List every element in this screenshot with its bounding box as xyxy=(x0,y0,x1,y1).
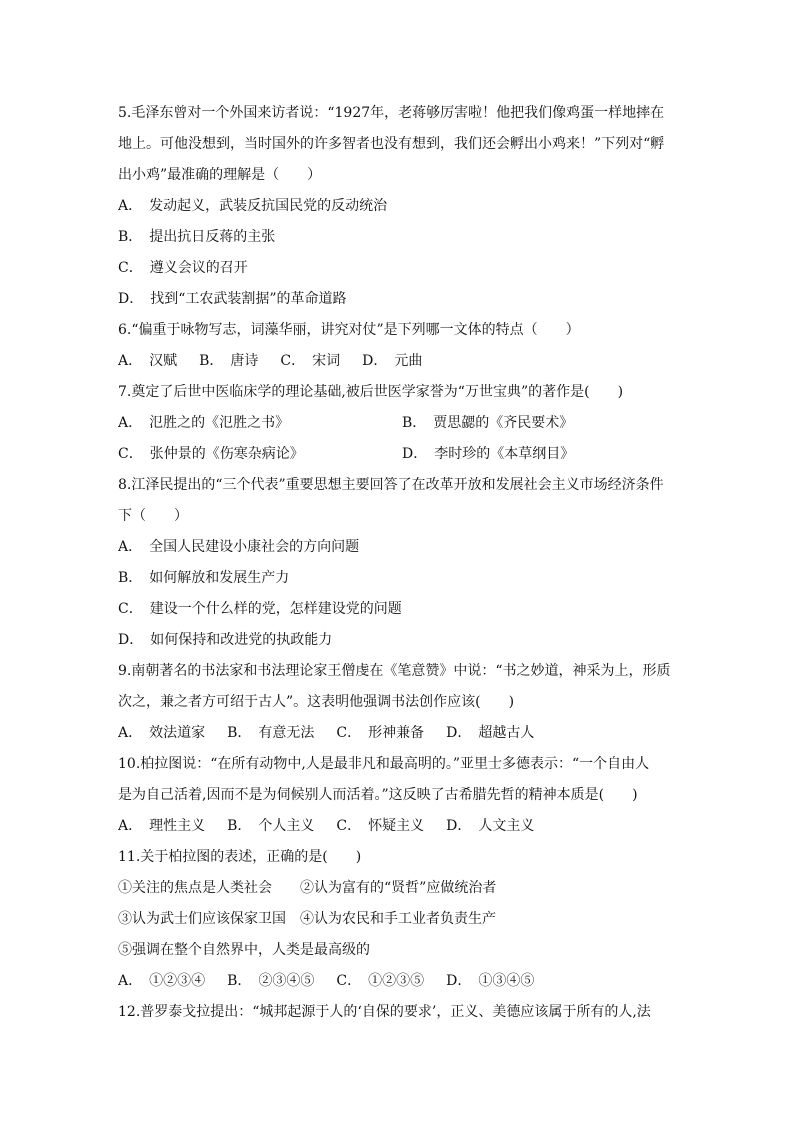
option-c[interactable]: C． 建设一个什么样的党，怎样建设党的问题 xyxy=(118,601,402,617)
question-9 xyxy=(118,656,680,749)
options-row xyxy=(118,811,680,842)
question-stem: 11.关于柏拉图的表述，正确的是( ) xyxy=(118,849,362,865)
options-row xyxy=(118,346,680,377)
option-a[interactable]: A． 全国人民建设小康社会的方向问题 xyxy=(118,539,360,555)
option-b[interactable]: B． ②③④⑤ xyxy=(227,973,315,989)
option-b[interactable]: B． 提出抗日反蒋的主张 xyxy=(118,229,276,245)
option-c[interactable]: C． 怀疑主义 xyxy=(336,818,425,834)
option-d[interactable]: D． 人文主义 xyxy=(446,818,535,834)
option-a[interactable]: A． 发动起义，武装反抗国民党的反动统治 xyxy=(118,198,388,214)
option-b[interactable]: B． 有意无法 xyxy=(227,725,315,741)
option-c[interactable]: C． 形神兼备 xyxy=(336,725,425,741)
question-stem: 是为自己活着,因而不是为伺候别人而活着。”这反映了古希腊先哲的精神本质是( ) xyxy=(118,787,638,803)
option-c[interactable]: C． 张仲景的《伤寒杂病论》 xyxy=(118,446,304,462)
option-d[interactable]: D． 超越古人 xyxy=(446,725,535,741)
question-6 xyxy=(118,315,680,377)
option-c[interactable]: C． 宋词 xyxy=(280,353,341,369)
option-d[interactable]: D． 如何保持和改进党的执政能力 xyxy=(118,632,333,648)
question-stem: 6.“偏重于咏物写志，词藻华丽，讲究对仗”是下列哪一文体的特点（ ） xyxy=(118,322,580,338)
option-b[interactable]: B． 贾思勰的《齐民要术》 xyxy=(402,415,574,431)
options-row xyxy=(118,718,680,749)
question-stem: 10.柏拉图说：“在所有动物中,人是最非凡和最高明的。”亚里士多德表示：“一个自由人 xyxy=(118,756,650,772)
option-c[interactable]: C． ①②③⑤ xyxy=(336,973,425,989)
question-5 xyxy=(118,98,680,315)
options-row xyxy=(118,439,680,470)
question-12 xyxy=(118,997,680,1028)
option-b[interactable]: B． 如何解放和发展生产力 xyxy=(118,570,290,586)
question-stem: 9.南朝著名的书法家和书法理论家王僧虔在《笔意赞》中说：“书之妙道，神采为上，形质 xyxy=(118,663,671,679)
question-stem: 出小鸡”最准确的理解是（ ） xyxy=(118,167,322,183)
option-a[interactable]: A． 氾胜之的《氾胜之书》 xyxy=(118,415,290,431)
option-c[interactable]: C． 遵义会议的召开 xyxy=(118,260,248,276)
option-b[interactable]: B． 唐诗 xyxy=(199,353,259,369)
option-d[interactable]: D． 元曲 xyxy=(362,353,423,369)
question-stem: 8.江泽民提出的“三个代表”重要思想主要回答了在改革开放和发展社会主义市场经济条件 xyxy=(118,477,664,493)
option-a[interactable]: A． ①②③④ xyxy=(118,973,206,989)
options-row xyxy=(118,966,680,997)
option-a[interactable]: A． 效法道家 xyxy=(118,725,206,741)
option-d[interactable]: D． 找到“工农武装割据”的革命道路 xyxy=(118,291,347,307)
statement-line: ③认为武士们应该保家卫国 ④认为农民和手工业者负责生产 xyxy=(118,911,496,927)
statement-line: ⑤强调在整个自然界中，人类是最高级的 xyxy=(118,942,370,958)
question-stem: 地上。可他没想到，当时国外的许多智者也没有想到，我们还会孵出小鸡来！”下列对“孵 xyxy=(118,136,665,152)
question-8 xyxy=(118,470,680,656)
options-row xyxy=(118,408,680,439)
question-stem: 12.普罗泰戈拉提出：“城邦起源于人的‘自保的要求’，正义、美德应该属于所有的人,法 xyxy=(118,1004,651,1020)
question-11 xyxy=(118,842,680,997)
option-d[interactable]: D． ①③④⑤ xyxy=(446,973,535,989)
question-stem: 5.毛泽东曾对一个外国来访者说：“1927年，老蒋够厉害啦！他把我们像鸡蛋一样地摔在 xyxy=(118,105,665,121)
document-page xyxy=(118,98,680,1028)
statement-line: ①关注的焦点是人类社会 ②认为富有的“贤哲”应做统治者 xyxy=(118,880,497,896)
option-a[interactable]: A． 理性主义 xyxy=(118,818,206,834)
question-10 xyxy=(118,749,680,842)
question-7 xyxy=(118,377,680,470)
question-stem: 下（ ） xyxy=(118,508,188,524)
question-stem: 7.奠定了后世中医临床学的理论基础,被后世医学家誉为“万世宝典”的著作是( ) xyxy=(118,384,624,400)
option-d[interactable]: D． 李时珍的《本草纲目》 xyxy=(402,446,575,462)
option-a[interactable]: A． 汉赋 xyxy=(118,353,178,369)
question-stem: 次之，兼之者方可绍于古人”。这表明他强调书法创作应该( ) xyxy=(118,694,515,710)
option-b[interactable]: B． 个人主义 xyxy=(227,818,315,834)
